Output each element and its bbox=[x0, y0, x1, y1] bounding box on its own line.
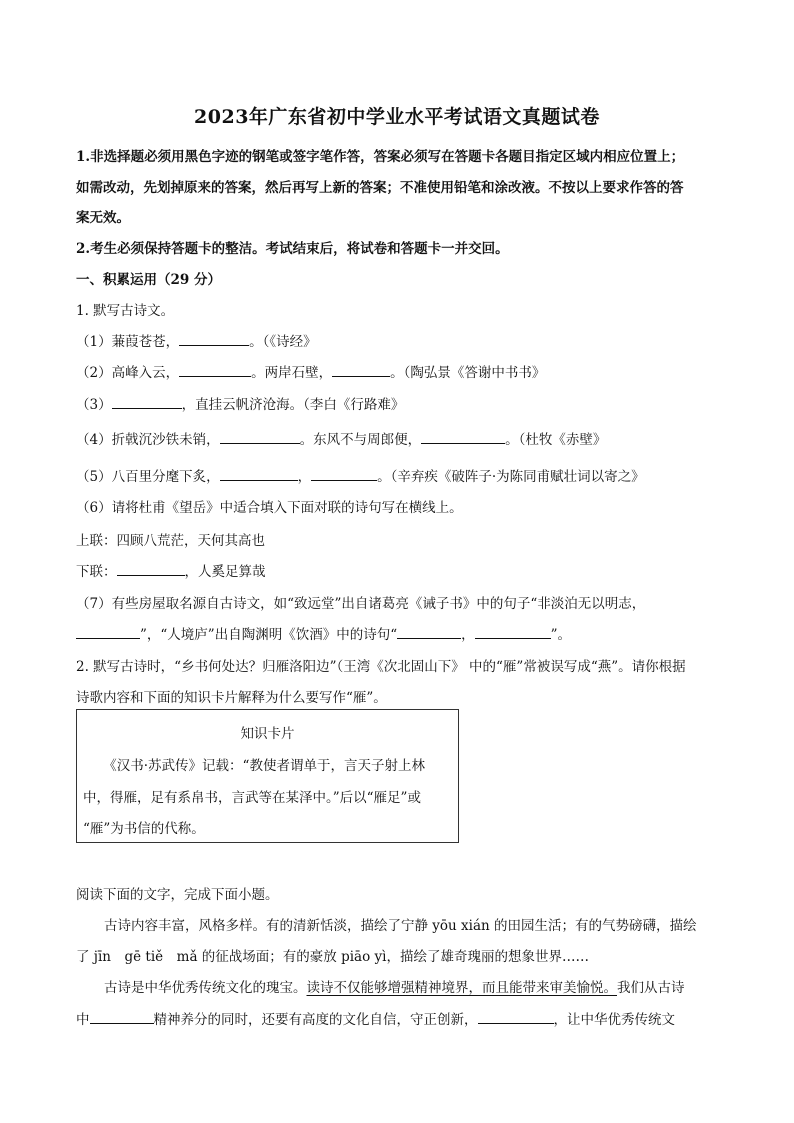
reading-para2-line2 bbox=[76, 1008, 675, 1028]
knowledge-card-line-3: “雁”为书信的代称。 bbox=[83, 821, 205, 837]
q1-part5-text-b: ， bbox=[297, 469, 312, 485]
instruction-line-2: 如需改动，先划掉原来的答案，然后再写上新的答案；不准使用铅笔和涂改液。不按以上要求作答的答 bbox=[76, 180, 684, 196]
q1-part4-text-b: 。东风不与周郎便， bbox=[299, 432, 422, 448]
q1-part3 bbox=[76, 393, 404, 413]
couplet-lower-text-b: ，人奚足算哉 bbox=[184, 564, 266, 580]
q1-part1-text-a: （1）蒹葭苍苍， bbox=[76, 334, 180, 350]
knowledge-card-title: 知识卡片 bbox=[240, 726, 295, 742]
answer-blank[interactable] bbox=[220, 431, 300, 444]
answer-blank[interactable] bbox=[179, 333, 249, 346]
q1-part4-text-c: 。（杜牧《赤壁》 bbox=[505, 432, 607, 448]
q1-part7-line1: （7）有些房屋取名源自古诗文，如“致远堂”出自诸葛亮《诫子书》中的句子“非淡泊无以明志， bbox=[76, 596, 646, 612]
reading-para1-line2: 了 jīn gē tiě mǎ 的征战场面；有的豪放 piāo yì，描绘了雄奇瑰丽的想象世界…… bbox=[76, 949, 589, 965]
answer-blank[interactable] bbox=[90, 1011, 154, 1024]
reading-para2-text-a: 古诗是中华优秀传统文化的瑰宝。 bbox=[104, 980, 307, 996]
q2-stem-line1: 2. 默写古诗时，“乡书何处达？归雁洛阳边”（王湾《次北固山下》 中的“雁”常被误写成“燕”。请你根据 bbox=[76, 659, 686, 675]
answer-blank[interactable] bbox=[397, 626, 461, 639]
q1-part2 bbox=[76, 361, 545, 381]
couplet-lower bbox=[76, 560, 266, 580]
q1-part2-text-b: 。两岸石壁， bbox=[251, 365, 333, 381]
q2-stem-line2: 诗歌内容和下面的知识卡片解释为什么要写作“雁”。 bbox=[76, 690, 387, 706]
answer-blank[interactable] bbox=[478, 1011, 554, 1024]
instruction-line-4: 2.考生必须保持答题卡的整洁。考试结束后，将试卷和答题卡一并交回。 bbox=[76, 241, 509, 257]
q1-part1-text-b: 。（《诗经》 bbox=[249, 334, 317, 350]
answer-blank[interactable] bbox=[421, 431, 505, 444]
knowledge-card-line-1: 《汉书·苏武传》记载：“教使者谓单于，言天子射上林 bbox=[83, 758, 425, 774]
answer-blank[interactable] bbox=[76, 626, 140, 639]
q1-stem: 1. 默写古诗文。 bbox=[76, 303, 175, 319]
q1-part7-text-b: ”，“人境庐”出自陶渊明《饮酒》中的诗句“ bbox=[140, 627, 398, 643]
q1-part4 bbox=[76, 428, 606, 448]
knowledge-card-line-2: 中，得雁，足有系帛书，言武等在某泽中。”后以“雁足”或 bbox=[83, 790, 421, 806]
instruction-line-1: 1.非选择题必须用黑色字迹的钢笔或签字笔作答，答案必须写在答题卡各题目指定区域内相应位置上； bbox=[76, 149, 685, 165]
answer-blank[interactable] bbox=[117, 563, 185, 576]
exam-title: 2023年广东省初中学业水平考试语文真题试卷 bbox=[194, 106, 600, 128]
underlined-sentence: 读诗不仅能够增强精神境界，而且能带来审美愉悦。 bbox=[306, 980, 617, 996]
answer-blank[interactable] bbox=[475, 626, 551, 639]
q1-part3-text-b: ，直挂云帆济沧海。（李白《行路难》 bbox=[181, 397, 405, 413]
couplet-lower-text-a: 下联： bbox=[76, 564, 117, 580]
reading-para2-text-b: 我们从古诗 bbox=[617, 980, 685, 996]
section-heading: 一、积累运用（29 分） bbox=[76, 272, 221, 288]
reading-para2-line1 bbox=[104, 976, 685, 996]
q1-part7-text-d: ”。 bbox=[550, 627, 572, 643]
q1-part2-text-a: （2）高峰入云， bbox=[76, 365, 180, 381]
q1-part5 bbox=[76, 465, 645, 485]
q1-part5-text-a: （5）八百里分麾下炙， bbox=[76, 469, 220, 485]
q1-part5-text-c: 。（辛弃疾《破阵子·为陈同甫赋壮词以寄之》 bbox=[377, 469, 645, 485]
reading-para2-text-c: 中 bbox=[76, 1012, 90, 1028]
reading-para2-text-e: ，让中华优秀传统文 bbox=[553, 1012, 675, 1028]
reading-para1-line1: 古诗内容丰富，风格多样。有的清新恬淡，描绘了宁静 yōu xián 的田园生活；有的气势磅礴，描绘 bbox=[104, 918, 697, 934]
answer-blank[interactable] bbox=[332, 364, 390, 377]
q1-part1 bbox=[76, 330, 317, 350]
q1-part7-line2 bbox=[76, 623, 571, 643]
instruction-line-3: 案无效。 bbox=[76, 210, 130, 226]
reading-para2-text-d: 精神养分的同时，还要有高度的文化自信，守正创新， bbox=[153, 1012, 478, 1028]
q1-part7-text-c: ， bbox=[461, 627, 475, 643]
answer-blank[interactable] bbox=[112, 396, 182, 409]
answer-blank[interactable] bbox=[220, 468, 298, 481]
answer-blank[interactable] bbox=[311, 468, 377, 481]
q1-part4-text-a: （4）折戟沉沙铁未销， bbox=[76, 432, 220, 448]
knowledge-card bbox=[76, 709, 459, 843]
q1-part2-text-c: 。（陶弘景《答谢中书书》 bbox=[390, 365, 546, 381]
reading-intro: 阅读下面的文字，完成下面小题。 bbox=[76, 887, 279, 903]
q1-part6: （6）请将杜甫《望岳》中适合填入下面对联的诗句写在横线上。 bbox=[76, 500, 463, 516]
q1-part3-text-a: （3） bbox=[76, 397, 112, 413]
answer-blank[interactable] bbox=[179, 364, 251, 377]
couplet-upper: 上联：四顾八荒茫，天何其高也 bbox=[76, 533, 265, 549]
